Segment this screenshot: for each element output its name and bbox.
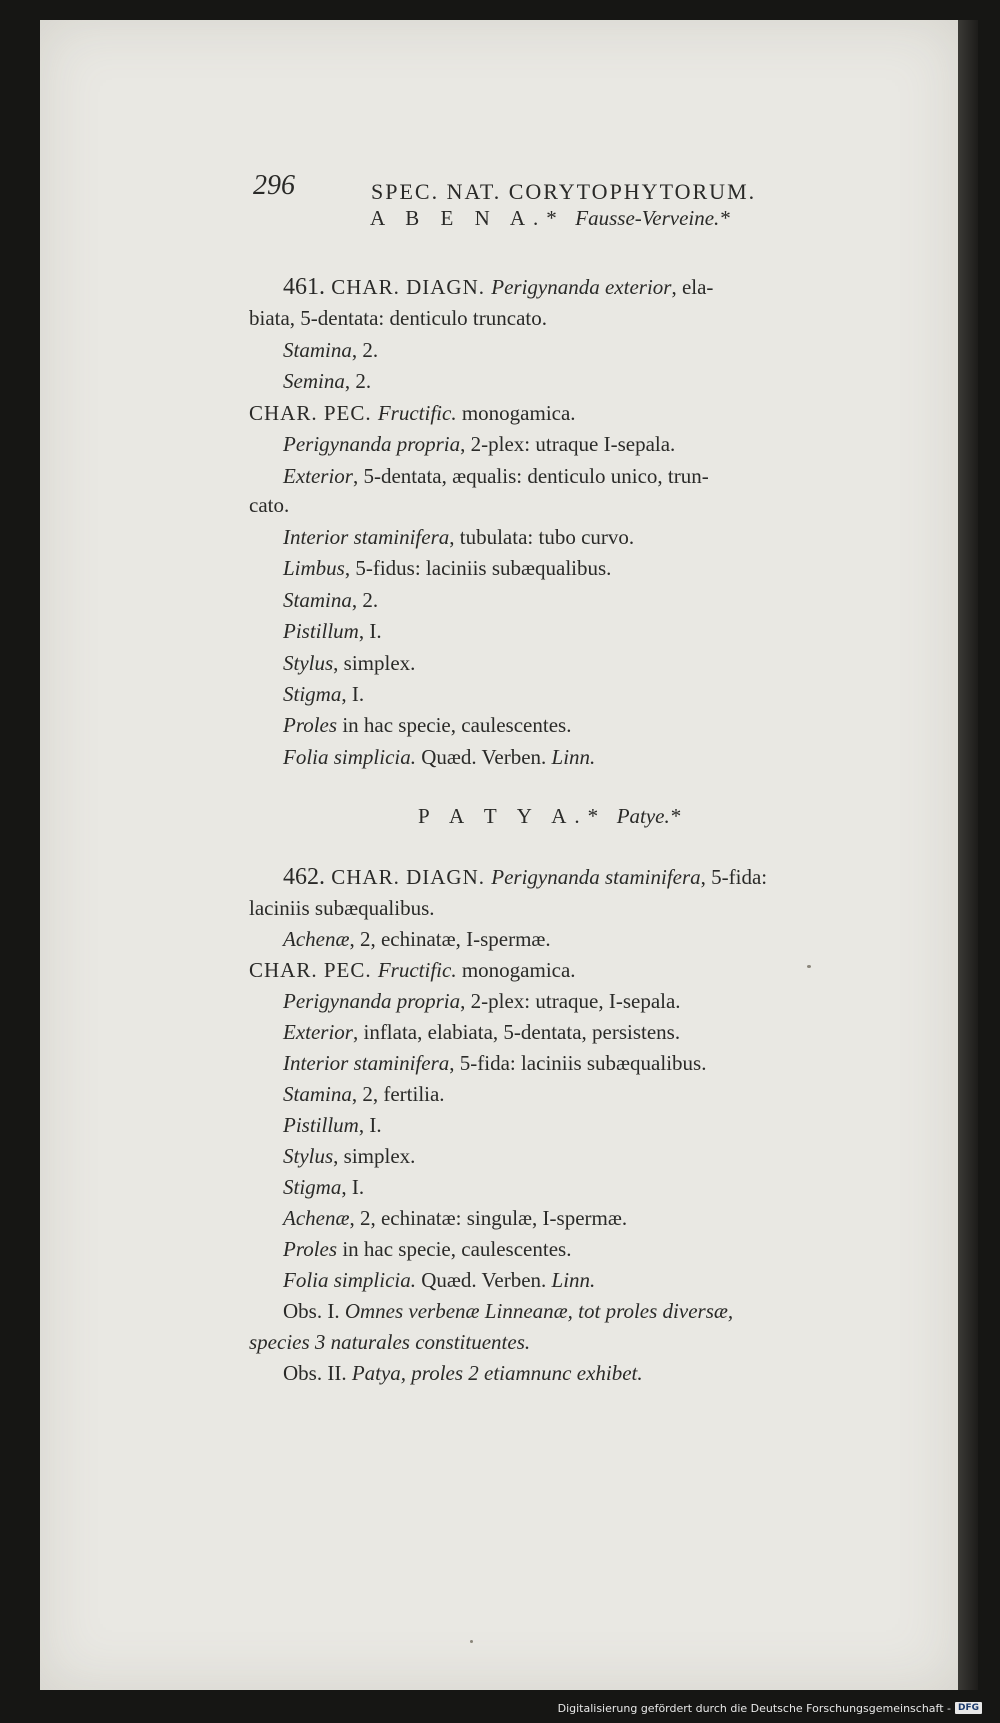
dfg-logo: DFG xyxy=(955,1702,982,1714)
text-line-obs-2 xyxy=(283,1359,643,1387)
text-line-l462-12 xyxy=(283,1204,627,1232)
text-segment: in hac specie, caulescentes. xyxy=(337,1237,572,1261)
text-segment: , I. xyxy=(358,619,382,643)
text-segment: Stigma xyxy=(283,1175,342,1199)
page-content xyxy=(40,20,958,1690)
text-segment: Folia simplicia. xyxy=(283,745,416,769)
text-segment: , 2-plex: utraque, I-sepala. xyxy=(460,989,681,1013)
text-line-l461-11 xyxy=(283,586,378,614)
text-segment: Linn. xyxy=(551,1268,596,1292)
text-line-l462-14 xyxy=(283,1266,595,1294)
text-segment: Perigynanda propria xyxy=(283,989,461,1013)
text-line-l462-2 xyxy=(249,894,435,922)
text-line-l461-6 xyxy=(283,430,675,458)
text-segment: monogamica. xyxy=(456,401,576,425)
ink-speck xyxy=(807,965,811,968)
book-page xyxy=(40,20,958,1690)
text-segment: Folia simplicia. xyxy=(283,1268,416,1292)
text-segment: Exterior xyxy=(283,1020,353,1044)
text-line-l462-11 xyxy=(283,1173,364,1201)
text-segment: Obs. II. xyxy=(283,1361,352,1385)
ink-speck xyxy=(470,1640,473,1643)
text-segment: monogamica. xyxy=(456,958,576,982)
text-segment: Interior staminifera xyxy=(283,525,450,549)
text-segment: Quæd. Verben. xyxy=(416,745,552,769)
text-segment: Proles xyxy=(283,1237,338,1261)
text-segment: , inflata, elabiata, 5-dentata, persistens. xyxy=(352,1020,681,1044)
text-segment: Fructific. xyxy=(377,958,457,982)
text-segment: , 5-dentata, æqualis: denticulo unico, trun- xyxy=(352,464,709,488)
text-line-l462-4 xyxy=(249,956,576,984)
text-line-l461-16 xyxy=(283,743,595,771)
text-segment: , 2. xyxy=(351,338,379,362)
text-segment: Achenæ xyxy=(283,927,350,951)
text-line-l462-5 xyxy=(283,987,681,1015)
text-segment: Stamina xyxy=(283,338,352,362)
text-segment: 462. xyxy=(283,864,325,890)
text-line-l461-5 xyxy=(249,399,576,427)
text-segment: Perigynanda propria xyxy=(283,432,461,456)
text-segment: Stigma xyxy=(283,682,342,706)
text-line-genus-abena xyxy=(370,204,730,232)
text-segment: Exterior xyxy=(283,464,353,488)
text-segment: CHAR. DIAGN. xyxy=(325,275,492,299)
text-segment: Perigynanda staminifera xyxy=(491,865,701,889)
text-line-l461-14 xyxy=(283,680,364,708)
text-line-l461-2 xyxy=(249,304,547,332)
text-line-l462-1 xyxy=(283,863,767,891)
text-segment: , I. xyxy=(341,682,365,706)
text-segment: , 2, echinatæ: singulæ, I-spermæ. xyxy=(349,1206,628,1230)
text-segment: Patya, proles 2 etiamnunc exhibet. xyxy=(351,1361,643,1385)
text-line-l462-10 xyxy=(283,1142,415,1170)
text-segment: Stamina xyxy=(283,1082,352,1106)
page-number: 296 xyxy=(253,170,295,201)
text-segment: Fructific. xyxy=(377,401,457,425)
text-segment: biata, 5-dentata: denticulo truncato. xyxy=(249,306,547,330)
text-line-l462-8 xyxy=(283,1080,445,1108)
text-line-genus-patya xyxy=(418,802,680,830)
text-segment: Stylus xyxy=(283,651,334,675)
text-line-l461-4 xyxy=(283,367,371,395)
text-segment: P A T Y A.* xyxy=(418,804,607,828)
text-line-obs-1b xyxy=(249,1328,530,1356)
text-segment: cato. xyxy=(249,493,290,517)
text-segment: Pistillum xyxy=(283,619,359,643)
text-segment: , ela- xyxy=(671,275,714,299)
digitization-footer xyxy=(558,1699,982,1717)
text-line-l461-10 xyxy=(283,554,611,582)
text-segment: Limbus xyxy=(283,556,345,580)
text-line-l462-9 xyxy=(283,1111,382,1139)
text-segment: Interior staminifera xyxy=(283,1051,450,1075)
text-segment: Obs. I. xyxy=(283,1299,345,1323)
text-line-l462-7 xyxy=(283,1049,706,1077)
text-segment: Stamina xyxy=(283,588,352,612)
text-segment: , 5-fida: xyxy=(700,865,768,889)
text-segment: Patye.* xyxy=(606,804,681,828)
text-segment: 461. xyxy=(283,274,325,300)
text-line-l462-6 xyxy=(283,1018,680,1046)
text-line-obs-1a xyxy=(283,1297,733,1325)
running-head-title: SPEC. NAT. CORYTOPHYTORUM. xyxy=(371,179,757,204)
text-segment: laciniis subæqualibus. xyxy=(249,896,435,920)
text-line-l461-12 xyxy=(283,617,382,645)
text-segment: , 2. xyxy=(351,588,379,612)
text-segment: , simplex. xyxy=(333,651,416,675)
text-segment: , I. xyxy=(358,1113,382,1137)
text-segment: Perigynanda exterior xyxy=(491,275,672,299)
text-line-l461-3 xyxy=(283,336,378,364)
text-segment: Semina xyxy=(283,369,345,393)
text-segment: Linn. xyxy=(551,745,596,769)
text-line-l461-8 xyxy=(249,491,289,519)
text-segment: , simplex. xyxy=(333,1144,416,1168)
text-segment: Omnes verbenæ Linneanæ, tot proles diversæ, xyxy=(344,1299,734,1323)
text-segment: Proles xyxy=(283,713,338,737)
text-line-l461-15 xyxy=(283,711,571,739)
text-segment: in hac specie, caulescentes. xyxy=(337,713,572,737)
text-line-l462-13 xyxy=(283,1235,571,1263)
text-segment: CHAR. PEC. xyxy=(249,401,378,425)
text-segment: , 5-fidus: laciniis subæqualibus. xyxy=(344,556,612,580)
text-segment: A B E N A.* xyxy=(370,206,565,230)
text-segment: , I. xyxy=(341,1175,365,1199)
text-segment: CHAR. DIAGN. xyxy=(325,865,492,889)
text-segment: CHAR. PEC. xyxy=(249,958,378,982)
book-edge xyxy=(958,20,978,1690)
text-segment: Achenæ xyxy=(283,1206,350,1230)
text-segment: Fausse-Verveine.* xyxy=(564,206,730,230)
text-segment: Pistillum xyxy=(283,1113,359,1137)
text-line-l461-1 xyxy=(283,273,713,301)
footer-text: Digitalisierung gefördert durch die Deutsche Forschungsgemeinschaft - xyxy=(557,1701,951,1715)
text-segment: Stylus xyxy=(283,1144,334,1168)
text-segment: , 5-fida: laciniis subæqualibus. xyxy=(449,1051,707,1075)
text-line-l461-7 xyxy=(283,462,709,490)
text-line-l461-13 xyxy=(283,649,415,677)
text-segment: , 2. xyxy=(344,369,372,393)
text-segment: , 2-plex: utraque I-sepala. xyxy=(460,432,676,456)
text-line-l462-3 xyxy=(283,925,551,953)
text-segment: , 2, echinatæ, I-spermæ. xyxy=(349,927,551,951)
text-segment: species 3 naturales constituentes. xyxy=(249,1330,531,1354)
text-line-l461-9 xyxy=(283,523,634,551)
text-segment: , 2, fertilia. xyxy=(351,1082,445,1106)
text-segment: Quæd. Verben. xyxy=(416,1268,552,1292)
text-segment: , tubulata: tubo curvo. xyxy=(449,525,635,549)
